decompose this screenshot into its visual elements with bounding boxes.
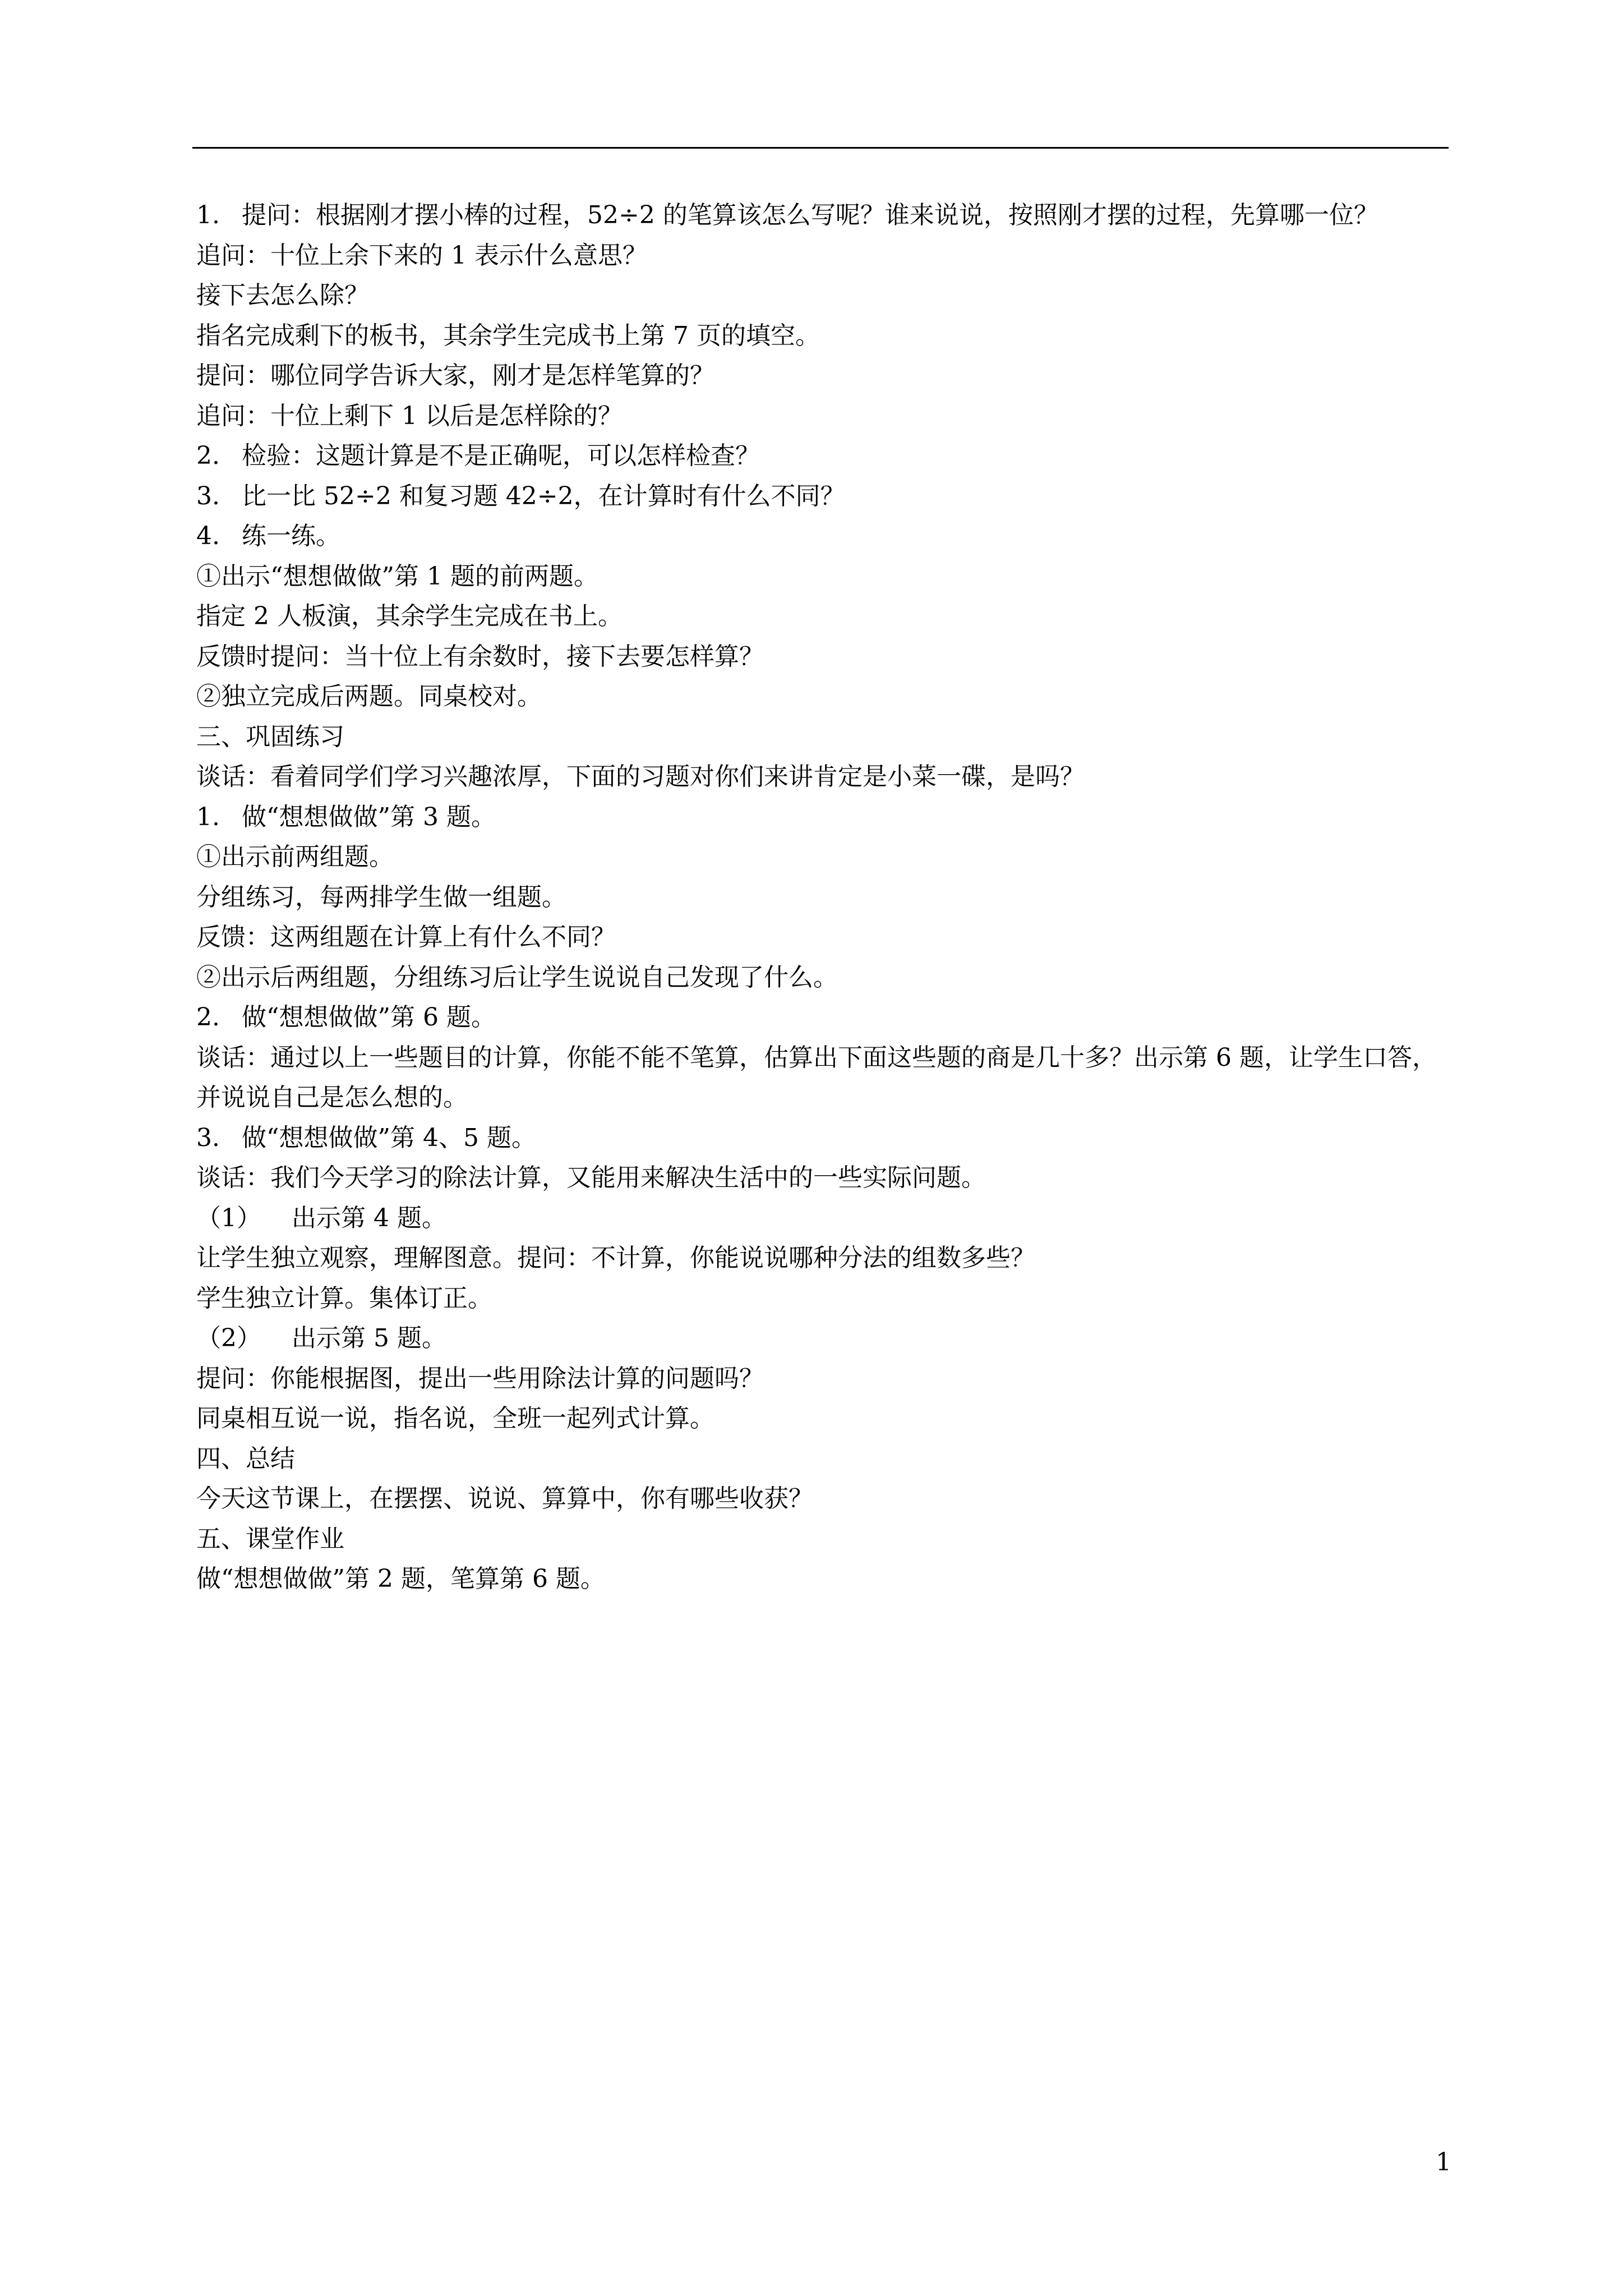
- list-number: 2.: [196, 441, 220, 470]
- paragraph-summary-question: 今天这节课上，在摆摆、说说、算算中，你有哪些收获？: [196, 1484, 813, 1513]
- document-body: [196, 195, 1453, 1599]
- paragraph-independent-work: ②独立完成后两题。同桌校对。: [196, 682, 542, 711]
- paragraph-text: 练一练。: [242, 522, 340, 550]
- paragraph-text: 检验：这题计算是不是正确呢，可以怎样检查？: [242, 441, 760, 470]
- paragraph-text: 比一比 52÷2 和复习题 42÷2，在计算时有什么不同？: [242, 481, 845, 510]
- paragraph-text: 做“想想做做”第 4、5 题。: [242, 1123, 536, 1152]
- section-heading-consolidation: 三、巩固练习: [196, 722, 344, 751]
- list-number: 2.: [196, 1003, 220, 1032]
- paragraph-board-demo: 指定 2 人板演，其余学生完成在书上。: [196, 602, 623, 631]
- paragraph-estimate-talk: 谈话：通过以上一些题目的计算，你能不能不笔算，估算出下面这些题的商是几十多？出示第 6 题，让学生口答，并说说自己是怎么想的。: [196, 1043, 1437, 1112]
- paragraph-homework: 做“想想做做”第 2 题，笔算第 6 题。: [196, 1565, 605, 1593]
- section-heading-homework: 五、课堂作业: [196, 1524, 344, 1553]
- paragraph-group-practice: 分组练习，每两排学生做一组题。: [196, 882, 566, 912]
- list-number: 4.: [196, 522, 220, 550]
- paragraph-practice: [196, 516, 1453, 556]
- paragraph-exercise-4-5: [196, 1118, 1453, 1158]
- list-number: 3.: [196, 481, 220, 510]
- paragraph-text: 做“想想做做”第 3 题。: [242, 802, 496, 831]
- paragraph-text: 出示第 4 题。: [292, 1203, 446, 1232]
- paragraph-talk-intro: 谈话：看着同学们学习兴趣浓厚，下面的习题对你们来讲肯定是小菜一碟，是吗？: [196, 762, 1085, 791]
- paragraph-real-problems: 谈话：我们今天学习的除法计算，又能用来解决生活中的一些实际问题。: [196, 1163, 986, 1192]
- list-number: 3.: [196, 1123, 220, 1152]
- paragraph-board-work: 指名完成剩下的板书，其余学生完成书上第 7 页的填空。: [196, 321, 820, 350]
- paragraph-followup-divide: 追问：十位上剩下 1 以后是怎样除的？: [196, 401, 623, 430]
- paragraph-exercise-3: [196, 797, 1453, 838]
- header-rule: [192, 147, 1449, 149]
- paragraph-class-calc: 同桌相互说一说，指名说，全班一起列式计算。: [196, 1404, 714, 1433]
- list-number: （1）: [196, 1203, 261, 1232]
- paragraph-show-question-4: [196, 1198, 1453, 1239]
- section-heading-summary: 四、总结: [196, 1444, 295, 1473]
- list-number: 1.: [196, 201, 220, 229]
- paragraph-feedback-difference: 反馈：这两组题在计算上有什么不同？: [196, 923, 616, 951]
- paragraph-exercise-6: [196, 997, 1453, 1038]
- page-number: 1: [1436, 2148, 1451, 2177]
- paragraph-feedback-question: 反馈时提问：当十位上有余数时，接下去要怎样算？: [196, 642, 764, 671]
- paragraph-followup-remainder: 追问：十位上余下来的 1 表示什么意思？: [196, 241, 647, 270]
- list-number: 1.: [196, 802, 220, 831]
- paragraph-calc-correct: 学生独立计算。集体订正。: [196, 1283, 492, 1313]
- paragraph-show-question-5: [196, 1318, 1453, 1359]
- paragraph-text: 出示第 5 题。: [292, 1324, 446, 1352]
- paragraph-first-two-groups: ①出示前两组题。: [196, 843, 394, 871]
- paragraph-last-two-groups: ②出示后两组题，分组练习后让学生说说自己发现了什么。: [196, 963, 838, 992]
- paragraph-text: 提问：根据刚才摆小棒的过程，52÷2 的笔算该怎么写呢？谁来说说，按照刚才摆的过程，先算哪一位？: [242, 201, 1378, 229]
- paragraph-check: [196, 436, 1453, 476]
- paragraph-text: 做“想想做做”第 6 题。: [242, 1003, 496, 1032]
- paragraph-observe-picture: 让学生独立观察，理解图意。提问：不计算，你能说说哪种分法的组数多些？: [196, 1244, 1035, 1272]
- paragraph-ask-method: 提问：哪位同学告诉大家，刚才是怎样笔算的？: [196, 361, 714, 390]
- list-number: （2）: [196, 1324, 261, 1352]
- paragraph-compare: [196, 476, 1453, 517]
- paragraph-show-exercise-1: ①出示“想想做做”第 1 题的前两题。: [196, 562, 598, 591]
- paragraph-next-step: 接下去怎么除？: [196, 281, 369, 310]
- paragraph-pose-problems: 提问：你能根据图，提出一些用除法计算的问题吗？: [196, 1364, 764, 1393]
- paragraph-question-step-1: [196, 195, 1453, 236]
